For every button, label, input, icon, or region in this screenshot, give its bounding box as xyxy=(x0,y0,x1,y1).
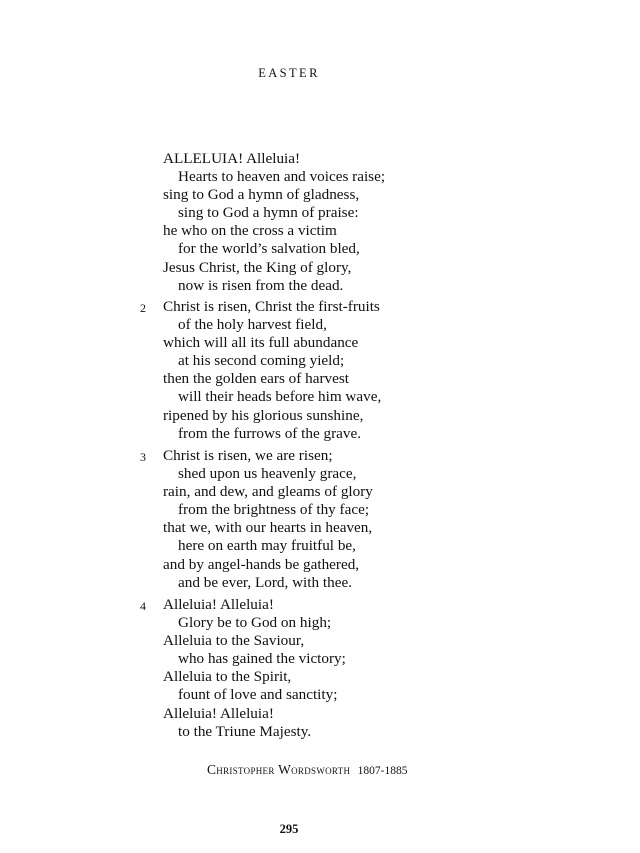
verse-line: fount of love and sanctity; xyxy=(178,686,338,704)
verse-line: at his second coming yield; xyxy=(178,352,345,370)
verse-line: that we, with our hearts in heaven, xyxy=(163,519,373,537)
verse-line: Glory be to God on high; xyxy=(178,614,332,632)
verse-line: sing to God a hymn of gladness, xyxy=(163,186,360,204)
verse-line: ripened by his glorious sunshine, xyxy=(163,406,364,424)
page-number: 295 xyxy=(279,822,299,836)
verse-line: which will all its full abundance xyxy=(163,334,359,352)
verse-line: then the golden ears of harvest xyxy=(163,370,349,388)
verse-2 xyxy=(163,298,563,443)
verse-line: Hearts to heaven and voices raise; xyxy=(178,168,386,186)
verse-number: 3 xyxy=(140,450,146,464)
page-header: EASTER xyxy=(258,66,320,80)
verse-line: and be ever, Lord, with thee. xyxy=(178,573,352,591)
author-name: Christopher Wordsworth xyxy=(207,762,351,777)
verse-line: Alleluia to the Saviour, xyxy=(163,632,305,650)
verse-line: Christ is risen, Christ the first-fruits xyxy=(163,298,380,315)
verse-line: will their heads before him wave, xyxy=(178,388,382,406)
attribution xyxy=(207,762,408,778)
verse-line: Alleluia! Alleluia! xyxy=(163,596,274,613)
verse-line: here on earth may fruitful be, xyxy=(178,537,356,555)
verse-4 xyxy=(163,596,563,741)
verse-line: from the furrows of the grave. xyxy=(178,424,362,442)
verse-line: sing to God a hymn of praise: xyxy=(178,204,359,222)
verse-3 xyxy=(163,447,563,592)
author-dates: 1807-1885 xyxy=(357,765,408,777)
verse-line: shed upon us heavenly grace, xyxy=(178,465,357,483)
verse-line: and by angel-hands be gathered, xyxy=(163,555,360,573)
verse-line: Alleluia! Alleluia! xyxy=(163,704,274,722)
verse-line: Jesus Christ, the King of glory, xyxy=(163,258,352,276)
verse-line: ALLELUIA! Alleluia! xyxy=(163,150,301,167)
verse-line: for the world’s salvation bled, xyxy=(178,240,360,258)
verse-line: who has gained the victory; xyxy=(178,650,346,668)
verse-line: to the Triune Majesty. xyxy=(178,722,312,740)
verse-line: he who on the cross a victim xyxy=(163,222,337,240)
verse-number: 2 xyxy=(140,301,146,315)
verse-1 xyxy=(163,150,563,295)
verse-line: Alleluia to the Spirit, xyxy=(163,668,292,686)
verse-line: of the holy harvest field, xyxy=(178,316,327,334)
verse-line: Christ is risen, we are risen; xyxy=(163,447,333,464)
verse-line: from the brightness of thy face; xyxy=(178,501,370,519)
verse-number: 4 xyxy=(140,599,146,613)
verse-line: rain, and dew, and gleams of glory xyxy=(163,483,373,501)
verse-line: now is risen from the dead. xyxy=(178,276,344,294)
